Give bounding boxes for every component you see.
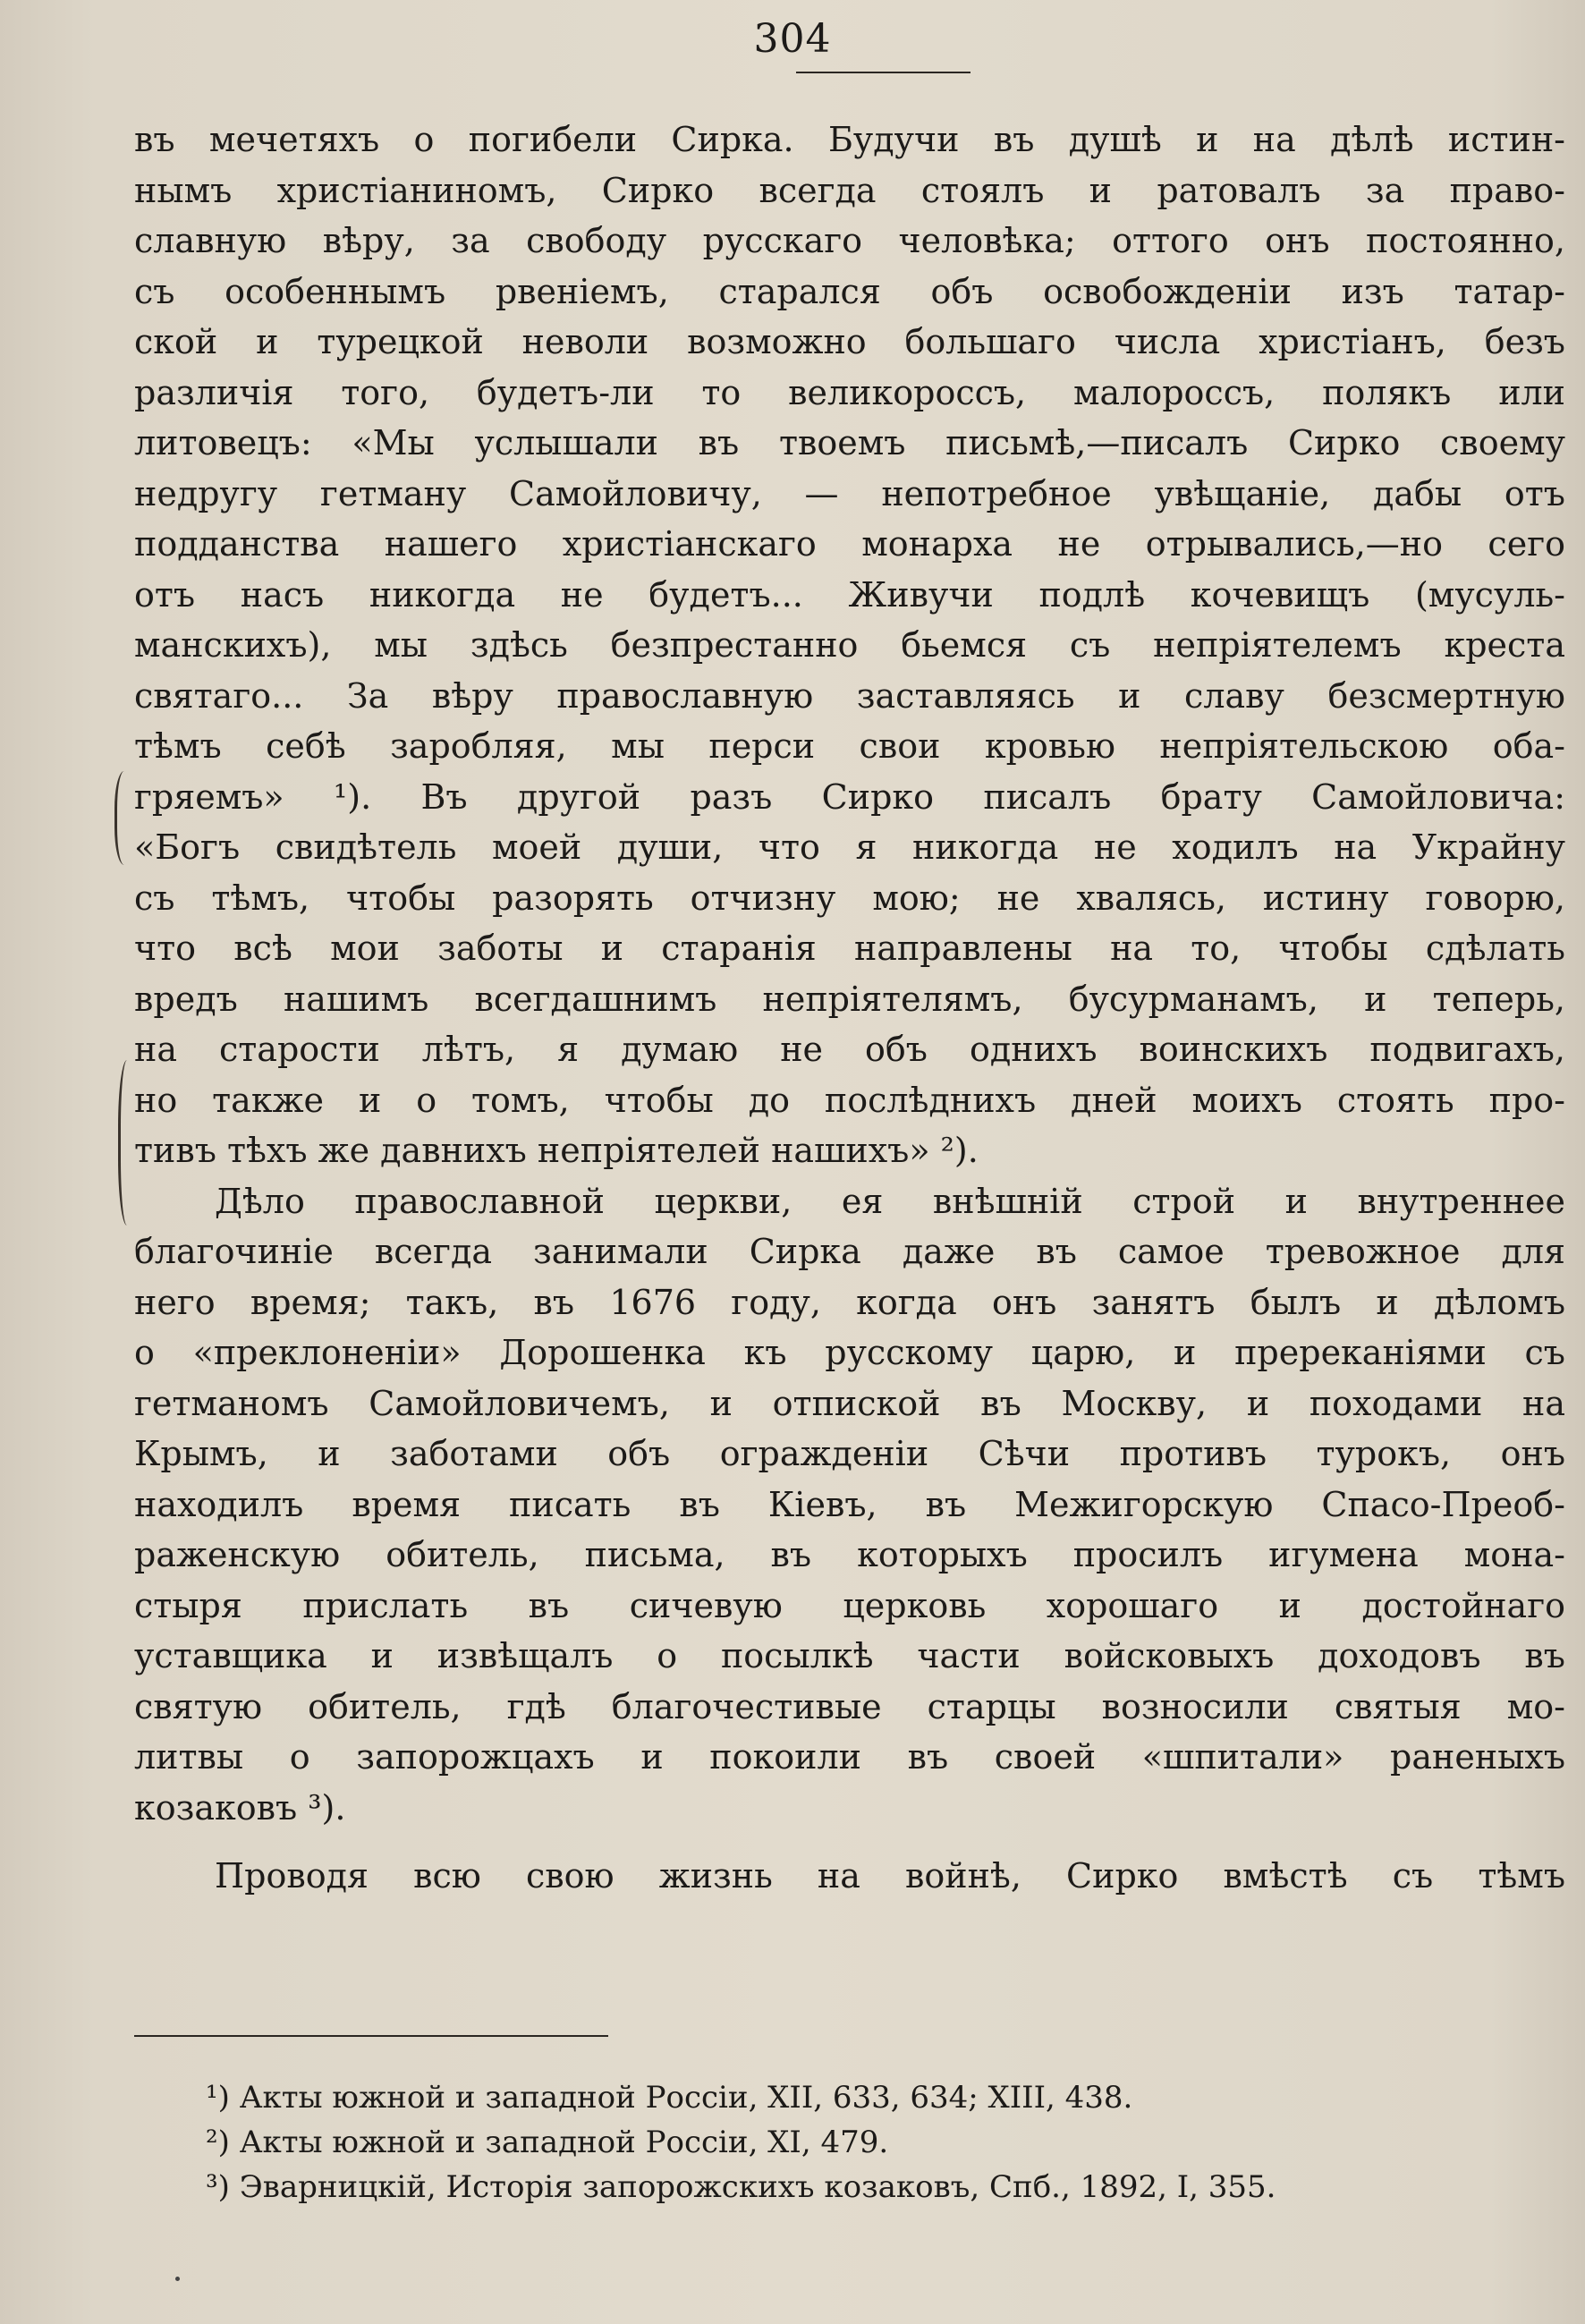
text-line: литовецъ: «Мы услышали въ твоемъ письмѣ,—писалъ Сирко своему (134, 423, 1565, 462)
text-line: гетманомъ Самойловичемъ, и отпиской въ Москву, и походами на (134, 1383, 1565, 1423)
text-line: святаго... За вѣру православную заставляясь и славу безсмертную (134, 675, 1565, 716)
footnote-rule (134, 2035, 608, 2037)
footnote: ¹) Акты южной и западной Россіи, XII, 633, 634; XIII, 438. (206, 2080, 1133, 2116)
text-line: на старости лѣтъ, я думаю не объ однихъ воинскихъ подвигахъ, (134, 1030, 1565, 1069)
text-line: съ тѣмъ, чтобы разорять отчизну мою; не хвалясь, истину говорю, (134, 878, 1565, 918)
text-line: козаковъ ³). (134, 1787, 346, 1828)
text-line: подданства нашего христіанскаго монарха не отрывались,—но сего (134, 524, 1565, 564)
text-line: Крымъ, и заботами объ огражденіи Сѣчи противъ турокъ, онъ (134, 1434, 1565, 1473)
paragraph-gap (134, 1833, 1565, 1851)
text-line: Дѣло православной церкви, ея внѣшній строй и внутреннее (215, 1181, 1565, 1221)
text-line: тивъ тѣхъ же давнихъ непріятелей нашихъ» ²). (134, 1131, 979, 1170)
text-line: гряемъ» ¹). Въ другой разъ Сирко писалъ брату Самойловича: (134, 776, 1565, 817)
text-line: «Богъ свидѣтель моей души, что я никогда не ходилъ на Украйну (134, 827, 1565, 867)
body-text (134, 115, 1565, 1902)
text-line: недругу гетману Самойловичу, — непотребное увѣщаніе, дабы отъ (134, 473, 1565, 513)
text-line: раженскую обитель, письма, въ которыхъ просилъ игумена мона- (134, 1535, 1565, 1574)
text-line: отъ насъ никогда не будетъ... Живучи подлѣ кочевищъ (мусуль- (134, 574, 1565, 615)
text-line: что всѣ мои заботы и старанія направлены на то, чтобы сдѣлать (134, 929, 1565, 968)
page-number: 304 (753, 16, 832, 62)
text-line: но также и о томъ, чтобы до послѣднихъ дней моихъ стоять про- (134, 1080, 1565, 1120)
text-line: литвы о запорожцахъ и покоили въ своей «шпитали» раненыхъ (134, 1737, 1565, 1777)
text-line: Проводя всю свою жизнь на войнѣ, Сирко вмѣстѣ съ тѣмъ (215, 1856, 1565, 1896)
text-line: него время; такъ, въ 1676 году, когда онъ занятъ былъ и дѣломъ (134, 1282, 1565, 1322)
text-line: о «преклоненіи» Дорошенка къ русскому царю, и пререканіями съ (134, 1333, 1565, 1372)
text-line: уставщика и извѣщалъ о посылкѣ части войсковыхъ доходовъ въ (134, 1636, 1565, 1675)
footnote: ³) Эварницкій, Исторія запорожскихъ козаковъ, Спб., 1892, I, 355. (206, 2169, 1276, 2205)
footnotes (206, 2075, 1458, 2209)
text-line: въ мечетяхъ о погибели Сирка. Будучи въ душѣ и на дѣлѣ истин- (134, 120, 1565, 159)
paper-speck (175, 2277, 180, 2281)
text-line: стыря прислать въ сичевую церковь хорошаго и достойнаго (134, 1585, 1565, 1625)
text-line: благочиніе всегда занимали Сирка даже въ самое тревожное для (134, 1232, 1565, 1271)
header-rule (796, 72, 970, 73)
text-line: славную вѣру, за свободу русскаго человѣка; оттого онъ постоянно, (134, 221, 1565, 260)
text-line: вредъ нашимъ всегдашнимъ непріятелямъ, бусурманамъ, и теперь, (134, 979, 1565, 1019)
text-line: манскихъ), мы здѣсь безпрестанно бьемся съ непріятелемъ креста (134, 625, 1565, 665)
text-line: съ особеннымъ рвеніемъ, старался объ освобожденіи изъ татар- (134, 271, 1565, 311)
footnote: ²) Акты южной и западной Россіи, XI, 479. (206, 2125, 889, 2160)
text-line: святую обитель, гдѣ благочестивые старцы возносили святыя мо- (134, 1686, 1565, 1726)
text-line: находилъ время писать въ Кіевъ, въ Межигорскую Спасо-Преоб- (134, 1484, 1565, 1524)
text-line: нымъ христіаниномъ, Сирко всегда стоялъ и ратовалъ за право- (134, 170, 1565, 210)
text-line: тѣмъ себѣ заробляя, мы перси свои кровью непріятельскою оба- (134, 726, 1565, 766)
text-line: ской и турецкой неволи возможно большаго числа христіанъ, безъ (134, 322, 1565, 361)
text-line: различія того, будетъ-ли то великороссъ, малороссъ, полякъ или (134, 372, 1565, 412)
